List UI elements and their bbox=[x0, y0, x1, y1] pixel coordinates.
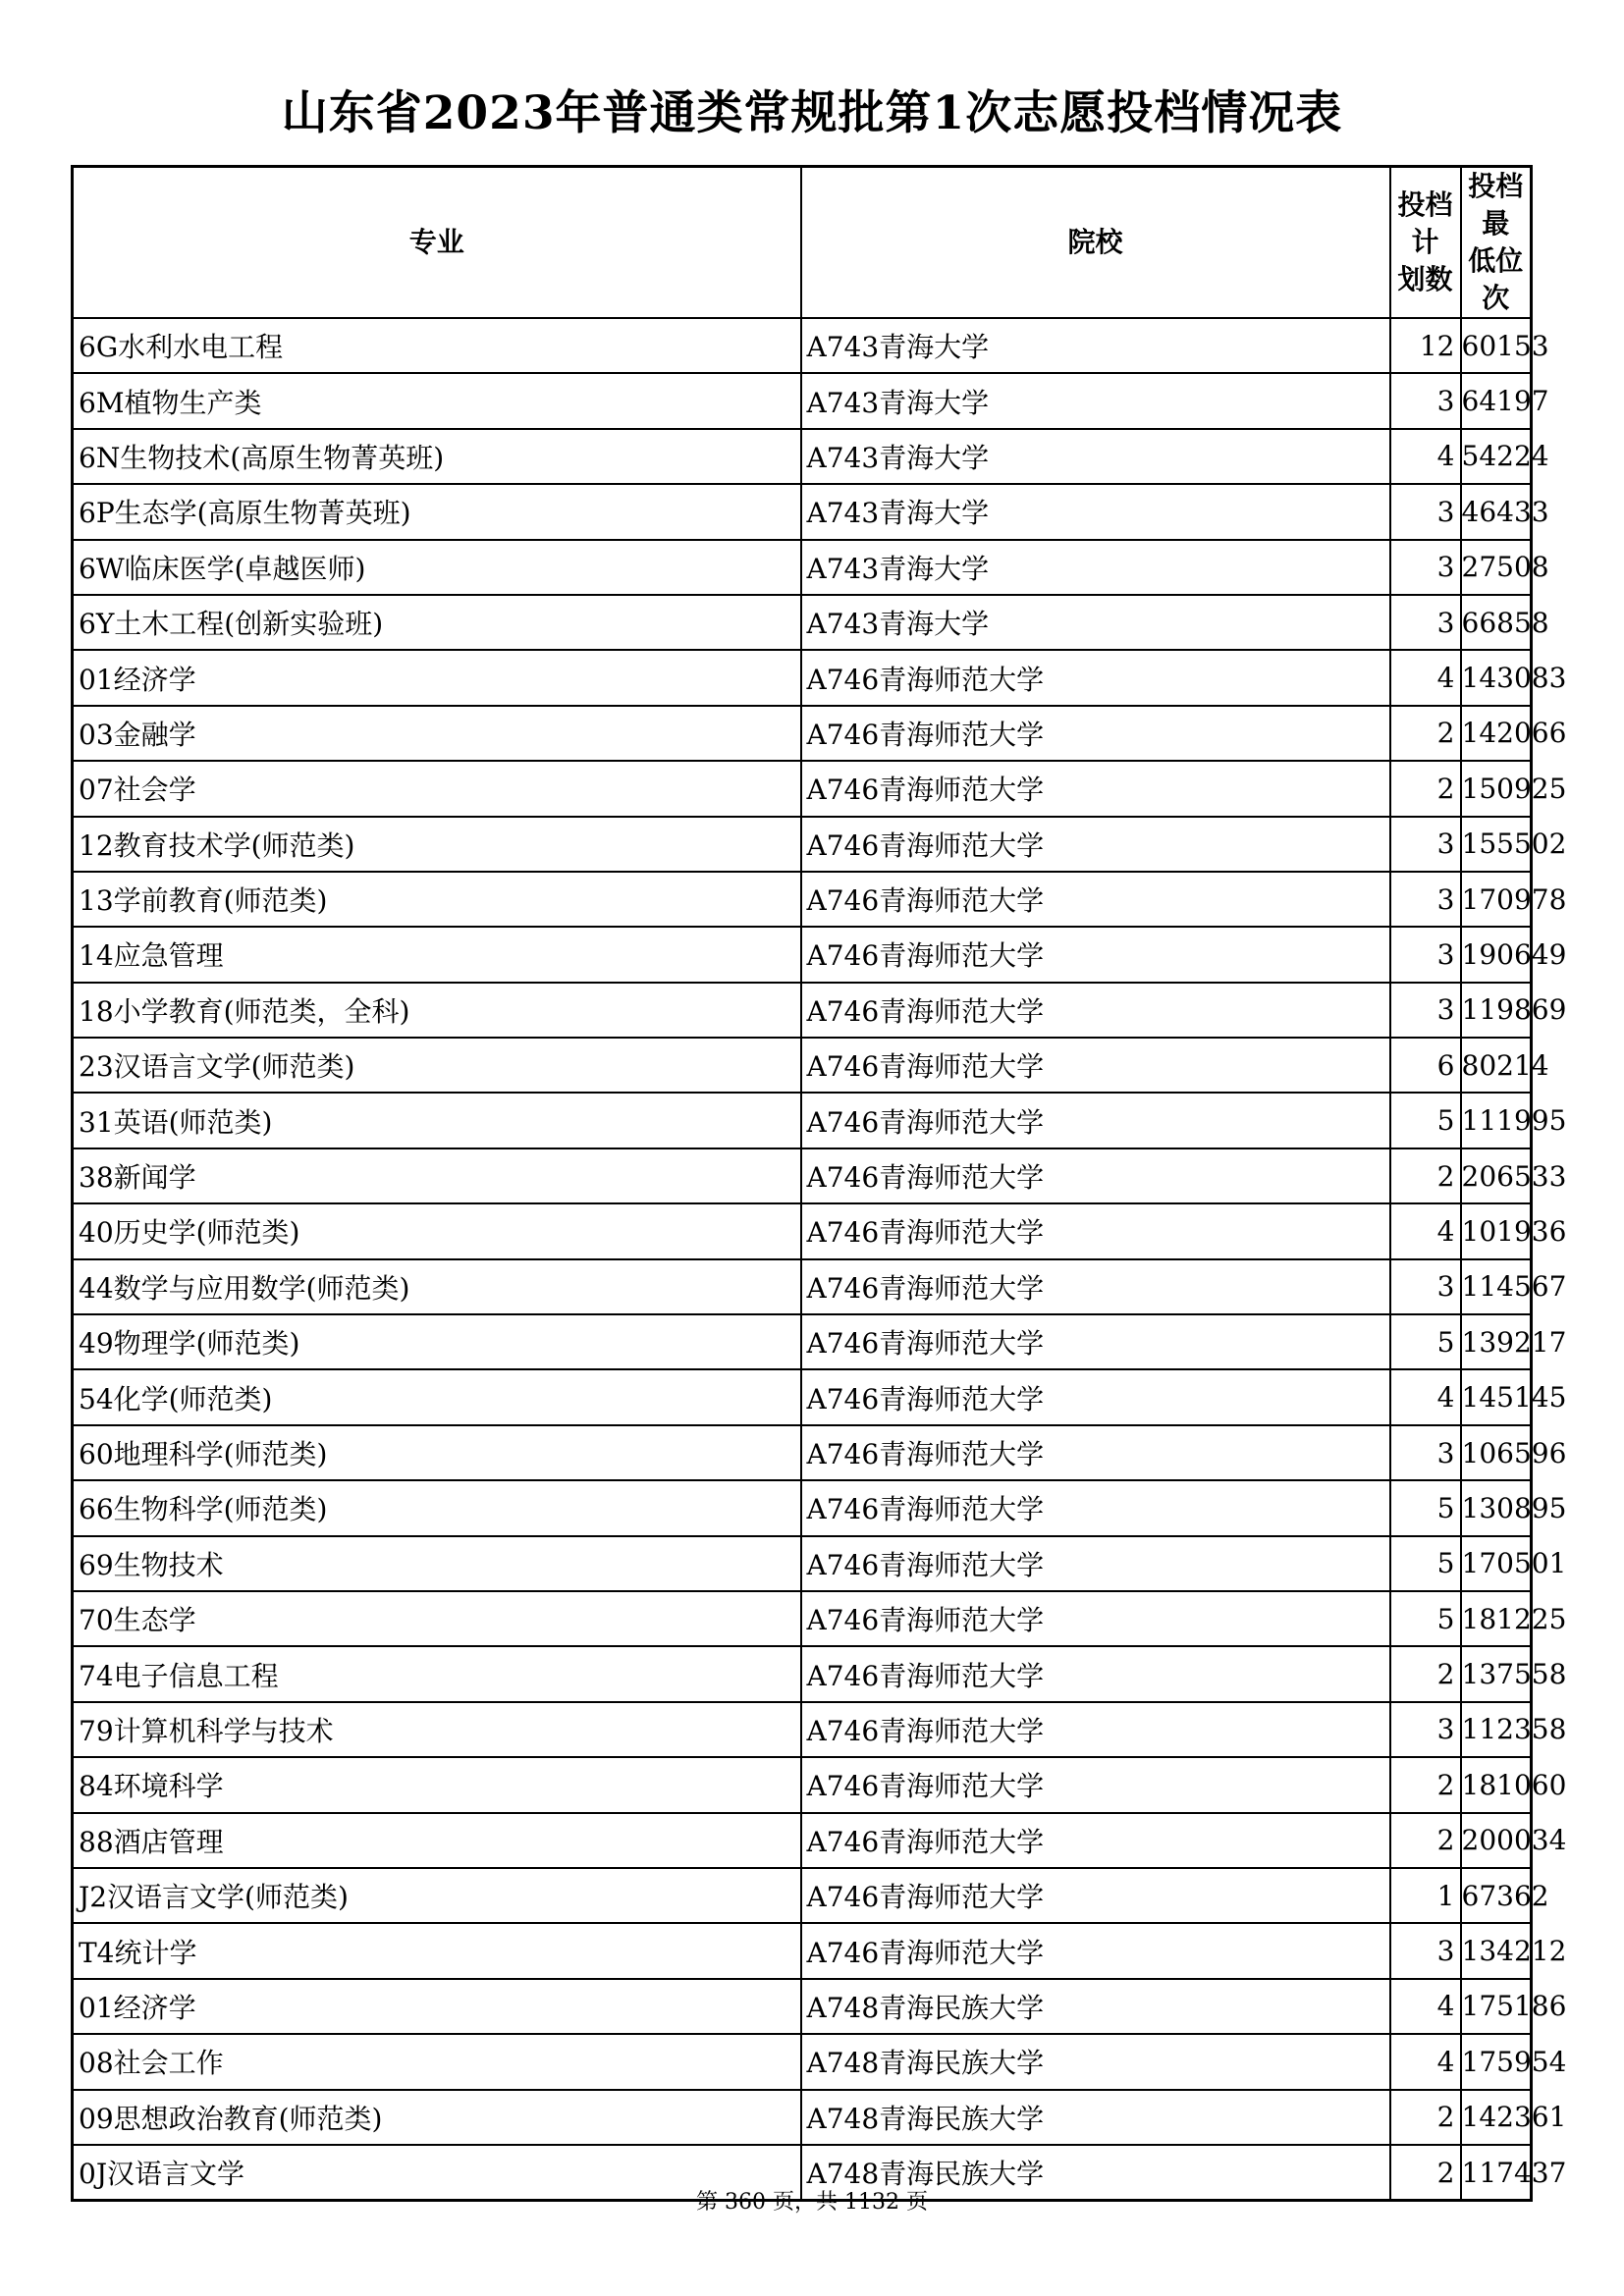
header-row bbox=[73, 167, 1532, 319]
cell-plan: 4 bbox=[1390, 1979, 1461, 2034]
cell-school: A743青海大学 bbox=[801, 373, 1390, 428]
table-body bbox=[73, 318, 1567, 2201]
cell-rank: 27508 bbox=[1461, 540, 1532, 595]
table-row bbox=[73, 540, 1532, 595]
cell-school: A746青海师范大学 bbox=[801, 1148, 1390, 1203]
table-row bbox=[73, 318, 1532, 373]
cell-plan: 3 bbox=[1390, 1702, 1461, 1757]
table-row bbox=[73, 1979, 1532, 2034]
cell-major: J2汉语言文学(师范类) bbox=[73, 1868, 801, 1923]
cell-major: 44数学与应用数学(师范类) bbox=[73, 1259, 801, 1314]
cell-plan: 5 bbox=[1390, 1591, 1461, 1646]
cell-rank: 143083 bbox=[1461, 650, 1532, 705]
cell-plan: 2 bbox=[1390, 2145, 1461, 2201]
cell-rank: 67362 bbox=[1461, 1868, 1532, 1923]
table-header bbox=[73, 167, 1532, 319]
cell-plan: 4 bbox=[1390, 2034, 1461, 2089]
cell-rank: 155502 bbox=[1461, 817, 1532, 872]
cell-major: 6G水利水电工程 bbox=[73, 318, 801, 373]
page-footer: 第 360 页，共 1132 页 bbox=[696, 2190, 928, 2215]
table-row bbox=[73, 1923, 1532, 1978]
table-row bbox=[73, 1369, 1532, 1424]
cell-school: A746青海师范大学 bbox=[801, 706, 1390, 761]
cell-plan: 3 bbox=[1390, 484, 1461, 539]
cell-major: 6W临床医学(卓越医师) bbox=[73, 540, 801, 595]
cell-rank: 150925 bbox=[1461, 761, 1532, 816]
cell-rank: 46433 bbox=[1461, 484, 1532, 539]
cell-rank: 181060 bbox=[1461, 1757, 1532, 1812]
cell-plan: 2 bbox=[1390, 1646, 1461, 1701]
cell-school: A746青海师范大学 bbox=[801, 1314, 1390, 1369]
table-row bbox=[73, 872, 1532, 927]
cell-rank: 117437 bbox=[1461, 2145, 1532, 2201]
cell-plan: 4 bbox=[1390, 1369, 1461, 1424]
table-row bbox=[73, 373, 1532, 428]
cell-school: A746青海师范大学 bbox=[801, 1425, 1390, 1480]
cell-major: 69生物技术 bbox=[73, 1536, 801, 1591]
cell-major: 60地理科学(师范类) bbox=[73, 1425, 801, 1480]
cell-major: 79计算机科学与技术 bbox=[73, 1702, 801, 1757]
cell-school: A746青海师范大学 bbox=[801, 650, 1390, 705]
table-row bbox=[73, 817, 1532, 872]
cell-rank: 175954 bbox=[1461, 2034, 1532, 2089]
cell-major: 03金融学 bbox=[73, 706, 801, 761]
cell-major: 74电子信息工程 bbox=[73, 1646, 801, 1701]
cell-major: 88酒店管理 bbox=[73, 1813, 801, 1868]
cell-school: A746青海师范大学 bbox=[801, 1646, 1390, 1701]
cell-major: 13学前教育(师范类) bbox=[73, 872, 801, 927]
cell-rank: 190649 bbox=[1461, 927, 1532, 982]
cell-school: A743青海大学 bbox=[801, 318, 1390, 373]
header-rank bbox=[1461, 167, 1532, 319]
table-row bbox=[73, 1480, 1532, 1535]
table-row bbox=[73, 761, 1532, 816]
cell-plan: 1 bbox=[1390, 1868, 1461, 1923]
cell-plan: 5 bbox=[1390, 1093, 1461, 1148]
cell-rank: 137558 bbox=[1461, 1646, 1532, 1701]
table-row bbox=[73, 1868, 1532, 1923]
cell-plan: 2 bbox=[1390, 1757, 1461, 1812]
header-plan-line1: 投档计 bbox=[1397, 188, 1453, 258]
cell-major: 14应急管理 bbox=[73, 927, 801, 982]
cell-major: 49物理学(师范类) bbox=[73, 1314, 801, 1369]
cell-rank: 170978 bbox=[1461, 872, 1532, 927]
cell-rank: 142361 bbox=[1461, 2090, 1532, 2145]
table-row bbox=[73, 1314, 1532, 1369]
cell-rank: 200034 bbox=[1461, 1813, 1532, 1868]
cell-plan: 5 bbox=[1390, 1314, 1461, 1369]
cell-plan: 3 bbox=[1390, 1923, 1461, 1978]
cell-plan: 2 bbox=[1390, 761, 1461, 816]
cell-plan: 3 bbox=[1390, 983, 1461, 1038]
cell-major: 66生物科学(师范类) bbox=[73, 1480, 801, 1535]
cell-major: 01经济学 bbox=[73, 650, 801, 705]
table-row bbox=[73, 484, 1532, 539]
cell-school: A748青海民族大学 bbox=[801, 2034, 1390, 2089]
table-row bbox=[73, 1646, 1532, 1701]
cell-school: A746青海师范大学 bbox=[801, 761, 1390, 816]
cell-plan: 5 bbox=[1390, 1480, 1461, 1535]
cell-rank: 181225 bbox=[1461, 1591, 1532, 1646]
cell-school: A746青海师范大学 bbox=[801, 983, 1390, 1038]
cell-rank: 54224 bbox=[1461, 429, 1532, 484]
cell-rank: 106596 bbox=[1461, 1425, 1532, 1480]
cell-major: 23汉语言文学(师范类) bbox=[73, 1038, 801, 1093]
cell-rank: 170501 bbox=[1461, 1536, 1532, 1591]
page-title: 山东省2023年普通类常规批第1次志愿投档情况表 bbox=[281, 86, 1343, 140]
cell-school: A746青海师范大学 bbox=[801, 1093, 1390, 1148]
cell-plan: 5 bbox=[1390, 1536, 1461, 1591]
cell-major: 54化学(师范类) bbox=[73, 1369, 801, 1424]
cell-major: 6M植物生产类 bbox=[73, 373, 801, 428]
cell-rank: 114567 bbox=[1461, 1259, 1532, 1314]
table-row bbox=[73, 1425, 1532, 1480]
cell-school: A746青海师范大学 bbox=[801, 1369, 1390, 1424]
cell-rank: 142066 bbox=[1461, 706, 1532, 761]
cell-school: A746青海师范大学 bbox=[801, 1259, 1390, 1314]
cell-school: A748青海民族大学 bbox=[801, 2090, 1390, 2145]
cell-plan: 3 bbox=[1390, 927, 1461, 982]
cell-school: A748青海民族大学 bbox=[801, 2145, 1390, 2201]
cell-plan: 12 bbox=[1390, 318, 1461, 373]
cell-school: A746青海师范大学 bbox=[801, 1591, 1390, 1646]
table-row bbox=[73, 706, 1532, 761]
cell-plan: 3 bbox=[1390, 1425, 1461, 1480]
cell-plan: 3 bbox=[1390, 1259, 1461, 1314]
cell-rank: 206533 bbox=[1461, 1148, 1532, 1203]
table-row bbox=[73, 2034, 1532, 2089]
table-row bbox=[73, 429, 1532, 484]
cell-rank: 111995 bbox=[1461, 1093, 1532, 1148]
cell-major: 38新闻学 bbox=[73, 1148, 801, 1203]
cell-school: A746青海师范大学 bbox=[801, 1757, 1390, 1812]
header-rank-line2: 低位次 bbox=[1468, 244, 1524, 314]
cell-school: A746青海师范大学 bbox=[801, 1813, 1390, 1868]
table-row bbox=[73, 1813, 1532, 1868]
cell-rank: 101936 bbox=[1461, 1203, 1532, 1258]
cell-plan: 2 bbox=[1390, 1148, 1461, 1203]
cell-major: 08社会工作 bbox=[73, 2034, 801, 2089]
cell-school: A743青海大学 bbox=[801, 484, 1390, 539]
table-row bbox=[73, 1536, 1532, 1591]
cell-major: 18小学教育(师范类，全科) bbox=[73, 983, 801, 1038]
cell-school: A746青海师范大学 bbox=[801, 1203, 1390, 1258]
cell-rank: 60153 bbox=[1461, 318, 1532, 373]
header-plan bbox=[1390, 167, 1461, 319]
cell-rank: 80214 bbox=[1461, 1038, 1532, 1093]
cell-plan: 2 bbox=[1390, 2090, 1461, 2145]
cell-plan: 6 bbox=[1390, 1038, 1461, 1093]
cell-school: A746青海师范大学 bbox=[801, 817, 1390, 872]
cell-major: 12教育技术学(师范类) bbox=[73, 817, 801, 872]
cell-rank: 130895 bbox=[1461, 1480, 1532, 1535]
cell-plan: 2 bbox=[1390, 706, 1461, 761]
cell-plan: 4 bbox=[1390, 1203, 1461, 1258]
cell-rank: 64197 bbox=[1461, 373, 1532, 428]
cell-school: A746青海师范大学 bbox=[801, 927, 1390, 982]
table-row bbox=[73, 2090, 1532, 2145]
header-plan-line2: 划数 bbox=[1397, 263, 1453, 295]
header-rank-line1: 投档最 bbox=[1468, 170, 1524, 240]
table-row bbox=[73, 1148, 1532, 1203]
cell-plan: 3 bbox=[1390, 540, 1461, 595]
cell-plan: 3 bbox=[1390, 373, 1461, 428]
cell-rank: 119869 bbox=[1461, 983, 1532, 1038]
cell-plan: 3 bbox=[1390, 595, 1461, 650]
cell-rank: 134212 bbox=[1461, 1923, 1532, 1978]
cell-rank: 139217 bbox=[1461, 1314, 1532, 1369]
cell-major: 6P生态学(高原生物菁英班) bbox=[73, 484, 801, 539]
cell-rank: 145145 bbox=[1461, 1369, 1532, 1424]
cell-school: A746青海师范大学 bbox=[801, 1480, 1390, 1535]
cell-plan: 4 bbox=[1390, 429, 1461, 484]
table-row bbox=[73, 927, 1532, 982]
cell-major: 70生态学 bbox=[73, 1591, 801, 1646]
cell-major: 0J汉语言文学 bbox=[73, 2145, 801, 2201]
cell-plan: 2 bbox=[1390, 1813, 1461, 1868]
cell-major: 07社会学 bbox=[73, 761, 801, 816]
table-row bbox=[73, 650, 1532, 705]
cell-school: A746青海师范大学 bbox=[801, 872, 1390, 927]
cell-rank: 175186 bbox=[1461, 1979, 1532, 2034]
cell-major: 09思想政治教育(师范类) bbox=[73, 2090, 801, 2145]
cell-school: A743青海大学 bbox=[801, 429, 1390, 484]
cell-school: A746青海师范大学 bbox=[801, 1702, 1390, 1757]
table-row bbox=[73, 1203, 1532, 1258]
cell-major: 84环境科学 bbox=[73, 1757, 801, 1812]
cell-school: A746青海师范大学 bbox=[801, 1038, 1390, 1093]
cell-major: T4统计学 bbox=[73, 1923, 801, 1978]
table-row bbox=[73, 1038, 1532, 1093]
cell-school: A746青海师范大学 bbox=[801, 1923, 1390, 1978]
table-row bbox=[73, 983, 1532, 1038]
table-row bbox=[73, 1093, 1532, 1148]
cell-major: 01经济学 bbox=[73, 1979, 801, 2034]
cell-rank: 112358 bbox=[1461, 1702, 1532, 1757]
cell-major: 6N生物技术(高原生物菁英班) bbox=[73, 429, 801, 484]
cell-major: 31英语(师范类) bbox=[73, 1093, 801, 1148]
cell-school: A743青海大学 bbox=[801, 540, 1390, 595]
admission-table bbox=[71, 165, 1567, 2202]
table-row bbox=[73, 1702, 1532, 1757]
cell-plan: 3 bbox=[1390, 817, 1461, 872]
cell-school: A748青海民族大学 bbox=[801, 1979, 1390, 2034]
header-major: 专业 bbox=[73, 167, 801, 319]
header-school: 院校 bbox=[801, 167, 1390, 319]
table-row bbox=[73, 1591, 1532, 1646]
cell-plan: 3 bbox=[1390, 872, 1461, 927]
cell-school: A746青海师范大学 bbox=[801, 1868, 1390, 1923]
cell-school: A746青海师范大学 bbox=[801, 1536, 1390, 1591]
cell-school: A743青海大学 bbox=[801, 595, 1390, 650]
cell-rank: 66858 bbox=[1461, 595, 1532, 650]
cell-major: 40历史学(师范类) bbox=[73, 1203, 801, 1258]
table-row bbox=[73, 1259, 1532, 1314]
table-row bbox=[73, 595, 1532, 650]
table-row bbox=[73, 1757, 1532, 1812]
cell-major: 6Y土木工程(创新实验班) bbox=[73, 595, 801, 650]
cell-plan: 4 bbox=[1390, 650, 1461, 705]
